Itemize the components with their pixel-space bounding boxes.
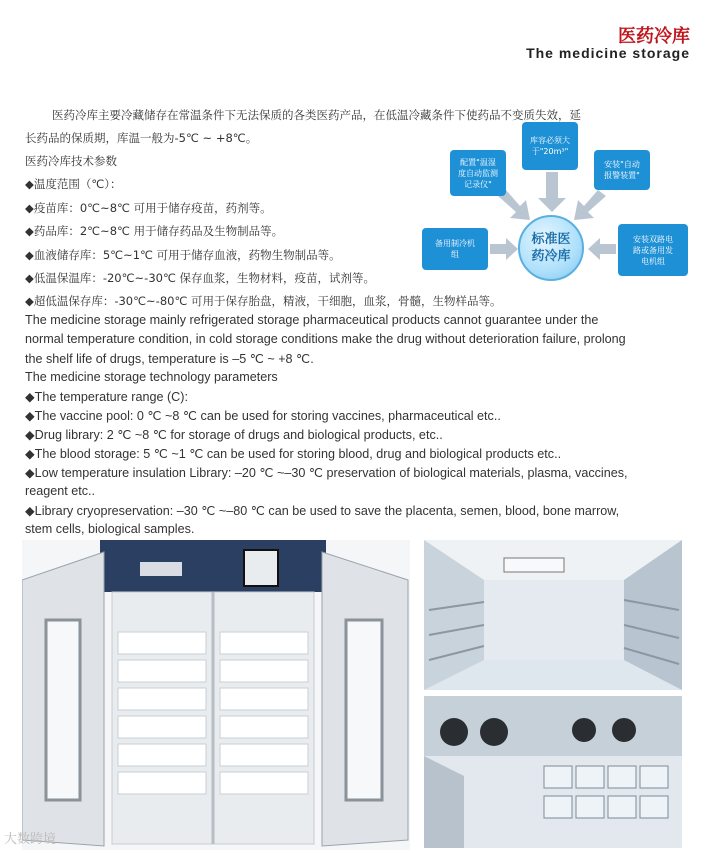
node-humidity-monitor: 配置"温湿 度自动监测 记录仪" — [450, 150, 506, 196]
arrow-top — [538, 172, 566, 212]
cn-param-item: ◆血液储存库：5℃~1℃ 可用于储存血液，药物生物制品等。 — [25, 248, 341, 262]
en-line: The medicine storage mainly refrigerated storage pharmaceutical products cannot guarantee under the — [25, 313, 599, 327]
arrow-top-right — [574, 190, 606, 220]
arrow-right — [588, 238, 616, 260]
cold-room-photo-2 — [424, 696, 682, 848]
watermark: 大数跨境 — [4, 832, 57, 847]
en-line: reagent etc.. — [25, 484, 96, 498]
cn-param-item: ◆药品库：2℃~8℃ 用于储存药品及生物制品等。 — [25, 224, 284, 238]
en-line: ◆The blood storage: 5 ℃ ~1 ℃ can be used for storing blood, drug and biological products etc.. — [25, 447, 562, 461]
en-line: The medicine storage technology parameters — [25, 370, 278, 384]
node-alarm: 安装"自动 报警装置" — [594, 150, 650, 190]
cn-param-item: ◆温度范围（℃）： — [25, 177, 122, 191]
en-line: normal temperature condition, in cold storage conditions make the drug without deterioration failure, prolong — [25, 332, 626, 346]
en-line: ◆Library cryopreservation: –30 ℃ ~–80 ℃ can be used to save the placenta, semen, blood, bone marrow, — [25, 504, 620, 518]
cold-room-photo-1 — [424, 540, 682, 690]
page-title-en: The medicine storage — [526, 45, 690, 61]
en-line: stem cells, biological samples. — [25, 522, 195, 536]
medical-refrigerator-photo — [22, 540, 410, 850]
en-line: the shelf life of drugs, temperature is –5 ℃ ~ +8 ℃. — [25, 352, 314, 366]
page-title-cn: 医药冷库 — [618, 26, 690, 47]
en-line: ◆Drug library: 2 ℃ ~8 ℃ for storage of drugs and biological products, etc.. — [25, 428, 443, 442]
cn-params-heading: 医药冷库技术参数 — [25, 154, 117, 168]
cn-param-item: ◆低温保温库：-20℃~-30℃ 保存血浆，生物材料，疫苗，试剂等。 — [25, 271, 376, 285]
requirements-diagram — [418, 120, 688, 290]
cn-param-item: ◆超低温保存库：-30℃~-80℃ 可用于保存胎盘，精液，干细胞，血浆，骨髓，生物样品等。 — [25, 294, 502, 308]
node-dual-power: 安装双路电 路或备用发 电机组 — [618, 224, 688, 276]
cn-intro-line-1: 医药冷库主要冷藏储存在常温条件下无法保质的各类医药产品，在低温冷藏条件下使药品不变质失效，延 — [52, 108, 581, 122]
en-line: ◆The temperature range (C): — [25, 390, 188, 404]
node-standard-storage: 标准医 药冷库 — [518, 215, 584, 281]
node-backup-refrigeration: 备用制冷机 组 — [422, 228, 488, 270]
en-line: ◆The vaccine pool: 0 ℃ ~8 ℃ can be used for storing vaccines, pharmaceutical etc.. — [25, 409, 501, 423]
node-capacity: 库容必须大 于"20m³" — [522, 122, 578, 170]
cn-param-item: ◆疫苗库：0℃~8℃ 可用于储存疫苗，药剂等。 — [25, 201, 272, 215]
cn-intro-line-2: 长药品的保质期，库温一般为-5℃ ~ +8℃。 — [25, 131, 258, 145]
en-line: ◆Low temperature insulation Library: –20 ℃ ~–30 ℃ preservation of biological materials, plasma, vaccines, — [25, 466, 628, 480]
arrow-left — [490, 238, 518, 260]
